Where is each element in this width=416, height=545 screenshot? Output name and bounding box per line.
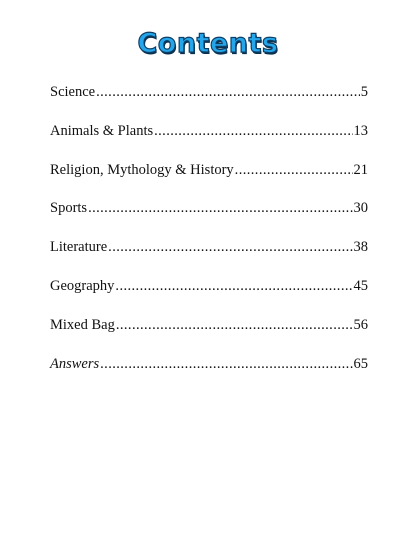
toc-entry-mixed-bag[interactable] — [50, 317, 368, 356]
toc-entry-label: Science — [50, 84, 96, 100]
dot-leader — [235, 162, 353, 179]
toc-entry-label: Mixed Bag — [50, 316, 115, 333]
toc-entry-science[interactable] — [50, 84, 368, 123]
toc-entry-label: Literature — [50, 239, 108, 256]
toc-entry-page-number: 21 — [353, 161, 368, 178]
toc-entry-page-number: 45 — [353, 277, 368, 294]
toc-entry-page-number: 38 — [353, 239, 368, 256]
toc-entry-label: Animals & Plants — [50, 122, 154, 139]
table-of-contents — [50, 84, 368, 394]
toc-entry-page-number: 56 — [353, 316, 368, 333]
dot-leader — [88, 200, 352, 217]
toc-entry-literature[interactable] — [50, 239, 368, 278]
page-title: Contents — [137, 28, 279, 59]
toc-entry-label: Answers — [50, 355, 100, 372]
toc-entry-label: Sports — [50, 200, 88, 217]
toc-entry-label: Geography — [50, 277, 115, 294]
toc-entry-animals-plants[interactable] — [50, 123, 368, 162]
dot-leader — [96, 84, 360, 101]
toc-entry-page-number: 13 — [353, 122, 368, 139]
dot-leader — [116, 317, 353, 334]
toc-entry-sports[interactable] — [50, 200, 368, 239]
toc-entry-page-number: 65 — [353, 355, 368, 372]
dot-leader — [154, 123, 352, 140]
dot-leader — [115, 278, 352, 295]
toc-entry-religion-mythology-history[interactable] — [50, 162, 368, 201]
toc-entry-label: Religion, Mythology & History — [50, 161, 234, 178]
dot-leader — [108, 239, 352, 256]
toc-entry-page-number: 5 — [360, 84, 368, 100]
toc-entry-geography[interactable] — [50, 278, 368, 317]
toc-entry-answers[interactable] — [50, 356, 368, 395]
toc-entry-page-number: 30 — [353, 200, 368, 217]
dot-leader — [100, 356, 352, 373]
